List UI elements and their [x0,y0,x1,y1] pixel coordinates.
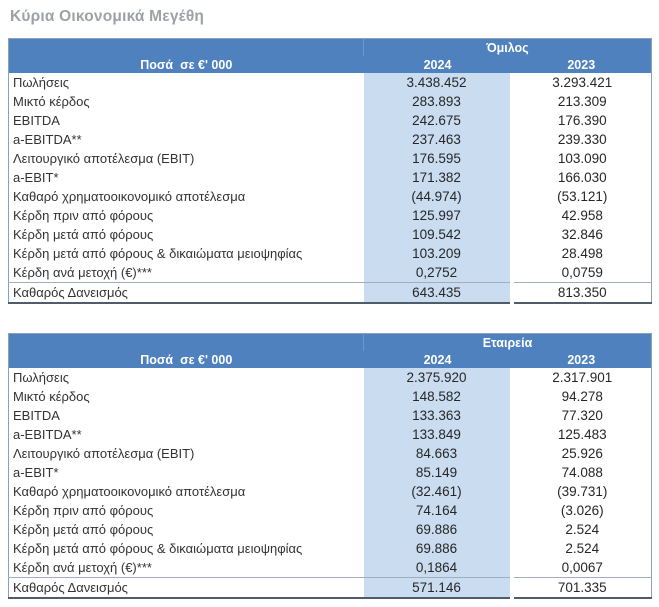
value-2023: 125.483 [512,425,652,444]
metric-label: Κέρδη μετά από φόρους & δικαιώματα μειοψηφίας [9,539,364,558]
table-row [9,482,652,501]
value-2023: (53.121) [512,187,652,206]
value-2023: (39.731) [512,482,652,501]
table-row [9,539,652,558]
table-row [9,558,652,578]
value-2023: 25.926 [512,444,652,463]
metric-label: a-EBITDA** [9,425,364,444]
value-2023: 213.309 [512,92,652,111]
value-2024: 85.149 [364,463,512,482]
value-2024: 84.663 [364,444,512,463]
value-2024: 109.542 [364,225,512,244]
table-row [9,387,652,406]
value-2024: 0,2752 [364,263,512,283]
company-financials-table [8,333,652,599]
value-2024: 69.886 [364,539,512,558]
value-2024: 3.438.452 [364,73,512,92]
company-table-header [9,334,652,369]
metric-label: Μικτό κέρδος [9,92,364,111]
metric-label: Κέρδη πριν από φόρους [9,206,364,225]
value-2023: 74.088 [512,463,652,482]
value-2023: 701.335 [512,578,652,599]
metric-label: Λειτουργικό αποτέλεσμα (EBIT) [9,444,364,463]
table-row [9,168,652,187]
value-2023: 94.278 [512,387,652,406]
value-2024: 125.997 [364,206,512,225]
value-2023: 0,0759 [512,263,652,283]
value-2024: 237.463 [364,130,512,149]
year-2024-header: 2024 [364,56,512,73]
metric-label: Κέρδη μετά από φόρους & δικαιώματα μειοψηφίας [9,244,364,263]
value-2024: 103.209 [364,244,512,263]
value-2024: (32.461) [364,482,512,501]
year-2023-header: 2023 [512,56,652,73]
value-2024: 283.893 [364,92,512,111]
metric-label: Κέρδη μετά από φόρους [9,225,364,244]
table-row [9,520,652,539]
value-2023: 166.030 [512,168,652,187]
table-row [9,187,652,206]
metric-label: EBITDA [9,111,364,130]
metric-label: Καθαρό χρηματοοικονομικό αποτέλεσμα [9,482,364,501]
table-row [9,92,652,111]
amounts-unit-header: Ποσά σε €' 000 [9,56,364,73]
header-spacer-cell [9,334,364,352]
value-2023: 813.350 [512,283,652,304]
table-row [9,130,652,149]
value-2024: 133.363 [364,406,512,425]
value-2024: 643.435 [364,283,512,304]
metric-label: EBITDA [9,406,364,425]
group-table-header [9,39,652,74]
metric-label: Καθαρός Δανεισμός [9,578,364,599]
value-2023: (3.026) [512,501,652,520]
table-row [9,263,652,283]
value-2024: 242.675 [364,111,512,130]
metric-label: Κέρδη μετά από φόρους [9,520,364,539]
value-2023: 77.320 [512,406,652,425]
value-2023: 2.317.901 [512,368,652,387]
value-2023: 103.090 [512,149,652,168]
value-2024: 148.582 [364,387,512,406]
value-2023: 0,0067 [512,558,652,578]
table-row [9,425,652,444]
table-row [9,111,652,130]
value-2023: 2.524 [512,520,652,539]
metric-label: Λειτουργικό αποτέλεσμα (EBIT) [9,149,364,168]
table-row [9,368,652,387]
metric-label: Καθαρός Δανεισμός [9,283,364,304]
company-label-header: Εταιρεία [364,334,652,352]
value-2024: 171.382 [364,168,512,187]
group-table-body [9,73,652,303]
table-row [9,406,652,425]
year-2023-header: 2023 [512,351,652,368]
value-2023: 3.293.421 [512,73,652,92]
metric-label: Κέρδη ανά μετοχή (€)*** [9,263,364,283]
value-2024: 74.164 [364,501,512,520]
group-financials-table [8,38,652,304]
page-title: Κύρια Οικονομικά Μεγέθη [10,8,205,25]
value-2024: 176.595 [364,149,512,168]
year-2024-header: 2024 [364,351,512,368]
metric-label: Πωλήσεις [9,368,364,387]
table-row [9,463,652,482]
table-row [9,283,652,304]
value-2023: 176.390 [512,111,652,130]
table-row [9,244,652,263]
company-table-body [9,368,652,598]
value-2024: 571.146 [364,578,512,599]
value-2023: 28.498 [512,244,652,263]
value-2024: (44.974) [364,187,512,206]
table-row [9,73,652,92]
value-2023: 2.524 [512,539,652,558]
header-spacer-cell [9,39,364,57]
value-2024: 2.375.920 [364,368,512,387]
metric-label: Πωλήσεις [9,73,364,92]
table-row [9,501,652,520]
table-row [9,444,652,463]
value-2024: 69.886 [364,520,512,539]
group-label-header: Όμιλος [364,39,652,57]
value-2023: 32.846 [512,225,652,244]
value-2023: 42.958 [512,206,652,225]
metric-label: a-EBIT* [9,168,364,187]
metric-label: Καθαρό χρηματοοικονομικό αποτέλεσμα [9,187,364,206]
table-row [9,149,652,168]
metric-label: Κέρδη πριν από φόρους [9,501,364,520]
table-row [9,206,652,225]
table-row [9,578,652,599]
metric-label: a-EBIT* [9,463,364,482]
metric-label: Μικτό κέρδος [9,387,364,406]
metric-label: a-EBITDA** [9,130,364,149]
amounts-unit-header: Ποσά σε €' 000 [9,351,364,368]
table-row [9,225,652,244]
value-2024: 133.849 [364,425,512,444]
value-2023: 239.330 [512,130,652,149]
value-2024: 0,1864 [364,558,512,578]
metric-label: Κέρδη ανά μετοχή (€)*** [9,558,364,578]
